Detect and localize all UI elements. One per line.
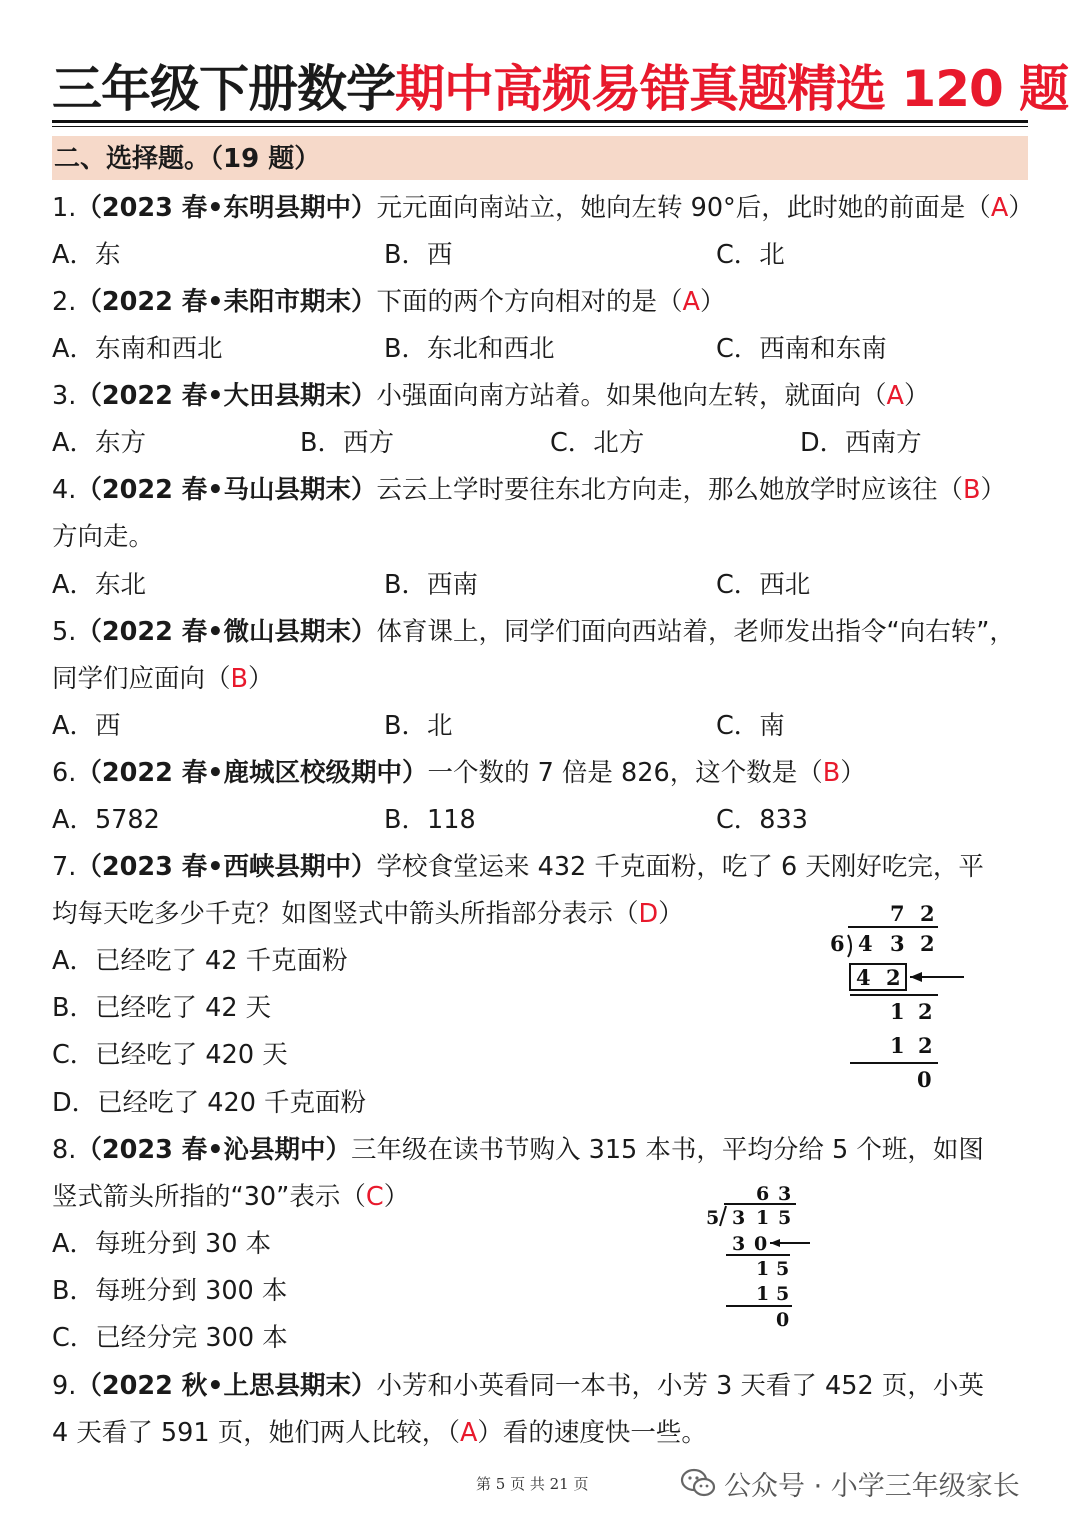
q2-answer: A — [682, 287, 700, 317]
q2-option-b: B．东北和西北 — [384, 334, 555, 364]
fig7-step1-2: 2 — [886, 965, 901, 990]
page-title — [52, 58, 1069, 120]
q7-num: 7. — [52, 852, 77, 882]
fig8-dividend-1: 3 — [732, 1207, 746, 1229]
q2-source: （2022 春•耒阳市期末） — [76, 287, 377, 317]
q2-option-a: A．东南和西北 — [52, 334, 223, 364]
q1-text: 元元面向南站立，她向左转 90°后，此时她的前面是（ — [376, 193, 991, 223]
q2-num: 2. — [52, 287, 77, 317]
q2-close: ） — [699, 287, 726, 317]
q9-num: 9. — [52, 1371, 77, 1401]
q7-source: （2023 春•西峡县期中） — [76, 852, 377, 882]
q8-close: ） — [383, 1182, 410, 1212]
q1-num: 1. — [52, 193, 77, 223]
q4-option-a: A．东北 — [52, 570, 146, 600]
q9-source: （2022 秋•上思县期末） — [76, 1371, 377, 1401]
fig7-division-bracket — [848, 935, 851, 957]
q6-close: ） — [840, 758, 866, 788]
q5-source: （2022 春•微山县期末） — [76, 617, 377, 647]
q9-text: 小芳和小英看同一本书，小芳 3 天看了 452 页，小英 — [376, 1371, 984, 1401]
question-3 — [52, 380, 929, 412]
q7-answer: D — [638, 899, 659, 929]
q8-option-b: B．每班分到 300 本 — [52, 1276, 288, 1306]
q8-option-a: A．每班分到 30 本 — [52, 1229, 272, 1259]
fig8-step2-2: 5 — [776, 1283, 790, 1305]
fig7-rem1-1: 1 — [890, 999, 905, 1024]
question-7 — [52, 851, 984, 883]
q4-answer: B — [963, 475, 981, 505]
wechat-icon — [680, 1468, 716, 1498]
fig7-quotient-1: 7 — [890, 901, 905, 926]
fig7-dividend-1: 4 — [858, 931, 873, 956]
q6-text: 一个数的 7 倍是 826，这个数是（ — [427, 758, 823, 788]
q1-option-c: C．北 — [716, 240, 785, 270]
q3-text: 小强面向南方站着。如果他向左转，就面向（ — [376, 381, 887, 411]
q8-long-division-figure — [700, 1178, 820, 1334]
q3-option-a: A．东方 — [52, 428, 146, 458]
q4-option-b: B．西南 — [384, 570, 478, 600]
page-number: 第 5 页 共 21 页 — [476, 1475, 589, 1493]
fig7-step1-1: 4 — [856, 965, 871, 990]
q9-answer: A — [459, 1418, 478, 1448]
title-red: 期中高频易错真题精选 120 题 — [395, 60, 1069, 118]
fig7-dividend-3: 2 — [920, 931, 935, 956]
q5-answer: B — [230, 664, 249, 694]
fig8-quotient-1: 6 — [756, 1183, 770, 1205]
q5-option-a: A．西 — [52, 711, 121, 741]
fig7-step2-2: 2 — [918, 1033, 933, 1058]
q8-option-c: C．已经分完 300 本 — [52, 1323, 288, 1353]
q8-text: 三年级在读书节购入 315 本书，平均分给 5 个班，如图 — [351, 1135, 984, 1165]
q8-continuation — [52, 1181, 409, 1213]
q6-option-a: A．5782 — [52, 805, 160, 835]
fig8-step1-1: 3 — [732, 1233, 746, 1255]
question-5 — [52, 616, 1015, 648]
title-rule-thin — [52, 126, 1028, 127]
q5-option-c: C．南 — [716, 711, 785, 741]
q5-close: ） — [248, 664, 274, 694]
q5-text: 体育课上，同学们面向西站着，老师发出指令“向右转”， — [376, 617, 1015, 647]
q7-option-c: C．已经吃了 420 天 — [52, 1040, 288, 1070]
q3-num: 3. — [52, 381, 77, 411]
fig8-step1-2: 0 — [754, 1233, 768, 1255]
q3-option-d: D．西南方 — [800, 428, 922, 458]
fig8-rem1-1: 1 — [756, 1258, 770, 1280]
q7-option-a: A．已经吃了 42 千克面粉 — [52, 946, 348, 976]
q9-close: ）看的速度快一些。 — [477, 1418, 707, 1448]
question-6 — [52, 757, 866, 789]
q2-option-c: C．西南和东南 — [716, 334, 887, 364]
q3-source: （2022 春•大田县期末） — [76, 381, 377, 411]
q5-continuation — [52, 663, 274, 695]
q8-num: 8. — [52, 1135, 77, 1165]
q5-cont-text: 同学们应面向（ — [52, 664, 231, 694]
q7-continuation — [52, 898, 684, 930]
title-rule-thick — [52, 120, 1028, 123]
q2-text: 下面的两个方向相对的是（ — [376, 287, 683, 317]
q1-answer: A — [990, 193, 1009, 223]
question-2 — [52, 286, 725, 318]
q4-close: ） — [980, 475, 1007, 505]
q4-option-c: C．西北 — [716, 570, 811, 600]
question-1 — [52, 192, 1034, 224]
fig8-step2-1: 1 — [756, 1283, 770, 1305]
q8-answer: C — [365, 1182, 384, 1212]
q6-source: （2022 春•鹿城区校级期中） — [76, 758, 428, 788]
question-8 — [52, 1134, 984, 1166]
fig8-dividend-2: 1 — [756, 1207, 770, 1229]
q3-close: ） — [903, 381, 930, 411]
section-heading: 二、选择题。（19 题） — [52, 136, 1028, 180]
q4-source: （2022 春•马山县期末） — [76, 475, 377, 505]
q7-close: ） — [658, 899, 684, 929]
question-9 — [52, 1370, 984, 1402]
q3-option-c: C．北方 — [550, 428, 645, 458]
q4-num: 4. — [52, 475, 77, 505]
watermark — [680, 1462, 1020, 1504]
fig7-rem1-2: 2 — [918, 999, 933, 1024]
q5-num: 5. — [52, 617, 77, 647]
q3-answer: A — [886, 381, 904, 411]
q9-cont-text: 4 天看了 591 页，她们两人比较，（ — [52, 1418, 460, 1448]
fig8-rem1-2: 5 — [776, 1258, 790, 1280]
q6-num: 6. — [52, 758, 77, 788]
q9-continuation — [52, 1417, 707, 1449]
q8-source: （2023 春•沁县期中） — [76, 1135, 351, 1165]
fig7-step2-1: 1 — [890, 1033, 905, 1058]
q7-option-b: B．已经吃了 42 天 — [52, 993, 272, 1023]
q1-option-a: A．东 — [52, 240, 121, 270]
watermark-text: 公众号 · 小学三年级家长 — [724, 1470, 1020, 1502]
question-4 — [52, 474, 1006, 506]
fig8-rem2: 0 — [776, 1309, 790, 1331]
fig7-arrow-head — [910, 972, 922, 982]
q1-close: ） — [1008, 193, 1034, 223]
q6-option-c: C．833 — [716, 805, 808, 835]
fig8-dividend-3: 5 — [778, 1207, 792, 1229]
q8-cont-text: 竖式箭头所指的“30”表示（ — [52, 1182, 366, 1212]
q7-option-d: D．已经吃了 420 千克面粉 — [52, 1088, 367, 1118]
fig7-divisor: 6 — [830, 931, 845, 956]
q1-source: （2023 春•东明县期中） — [76, 193, 377, 223]
q4-continuation: 方向走。 — [52, 522, 155, 552]
q5-option-b: B．北 — [384, 711, 453, 741]
q7-long-division-figure — [820, 895, 980, 1095]
q6-option-b: B．118 — [384, 805, 476, 835]
fig7-dividend-2: 3 — [890, 931, 905, 956]
q6-answer: B — [822, 758, 841, 788]
fig8-divisor: 5 — [706, 1207, 720, 1229]
q7-cont-text: 均每天吃多少千克？如图竖式中箭头所指部分表示（ — [52, 899, 639, 929]
q4-text: 云云上学时要往东北方向走，那么她放学时应该往（ — [376, 475, 964, 505]
q1-option-b: B．西 — [384, 240, 453, 270]
q7-text: 学校食堂运来 432 千克面粉，吃了 6 天刚好吃完，平 — [376, 852, 984, 882]
fig8-division-bracket — [720, 1206, 726, 1226]
fig7-quotient-2: 2 — [920, 901, 935, 926]
title-black: 三年级下册数学 — [52, 60, 395, 118]
fig7-rem2: 0 — [917, 1067, 932, 1092]
fig8-quotient-2: 3 — [778, 1183, 792, 1205]
q3-option-b: B．西方 — [300, 428, 394, 458]
fig8-arrow-head — [770, 1239, 780, 1247]
